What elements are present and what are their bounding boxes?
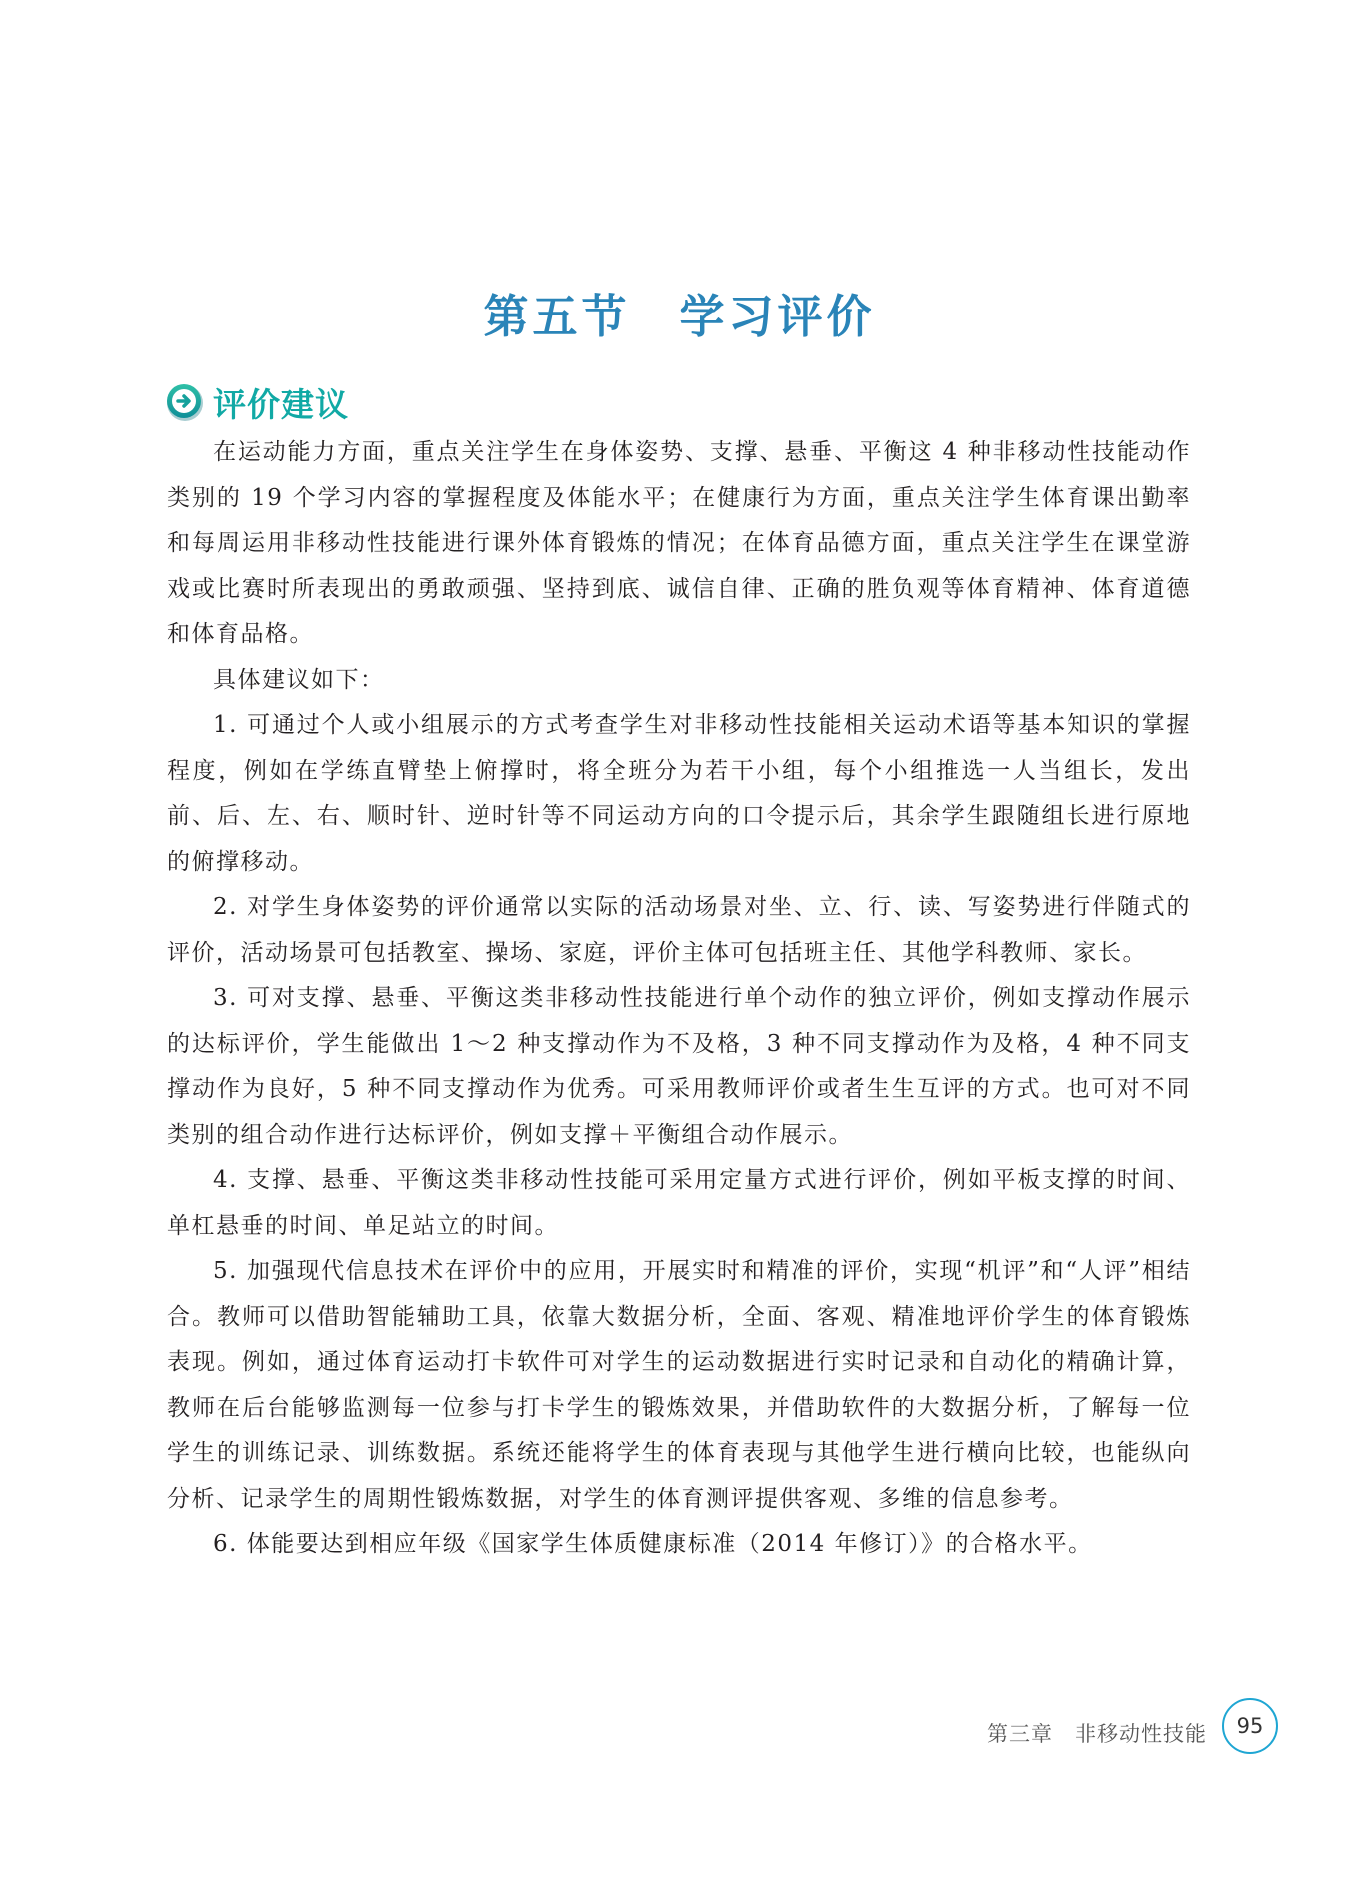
paragraph-lead: 具体建议如下： [213, 666, 385, 693]
paragraph-item-6: 6. 体能要达到相应年级《国家学生体质健康标准（2014 年修订）》的合格水平。 [213, 1531, 1093, 1557]
section-title: 第五节 学习评价 [483, 290, 876, 343]
subheading [165, 378, 349, 426]
paragraph-item-5: 5. 加强现代信息技术在评价中的应用，开展实时和精准的评价，实现“机评”和“人评”相结合。教师可以借助智能辅助工具，依靠大数据分析，全面、客观、精准地评价学生的体育锻炼表现。例如，通过体育运动打卡软件可对学生的运动数据进行实时记录和自动化的精确计算，教师在后台能够监测每一位参与打卡学生的锻炼效果，并借助软件的大数据分析，了解每一位学生的训练记录、训练数据。系统还能将学生的体育表现与其他学生进行横向比较，也能纵向分析、记录学生的周期性锻炼数据，对学生的体育测评提供客观、多维的信息参考。 [167, 1258, 1191, 1512]
body-text [167, 430, 1191, 1568]
paragraph-item-1: 1. 可通过个人或小组展示的方式考查学生对非移动性技能相关运动术语等基本知识的掌握程度，例如在学练直臂垫上俯撑时，将全班分为若干小组，每个小组推选一人当组长，发出前、后、左、右、顺时针、逆时针等不同运动方向的口令提示后，其余学生跟随组长进行原地的俯撑移动。 [167, 712, 1191, 875]
circled-arrow-right-icon [165, 382, 205, 422]
paragraph-item-3: 3. 可对支撑、悬垂、平衡这类非移动性技能进行单个动作的独立评价，例如支撑动作展示的达标评价，学生能做出 1～2 种支撑动作为不及格，3 种不同支撑动作为及格，4 种不同支撑动作为良好，5 种不同支撑动作为优秀。可采用教师评价或者生生互评的方式。也可对不同类别的组合动作进行达标评价，例如支撑＋平衡组合动作展示。 [167, 985, 1191, 1148]
footer-chapter: 第三章 非移动性技能 [987, 1722, 1207, 1746]
page-number: 95 [1222, 1698, 1278, 1754]
subheading-text: 评价建议 [213, 384, 349, 424]
paragraph-item-2: 2. 对学生身体姿势的评价通常以实际的活动场景对坐、立、行、读、写姿势进行伴随式的评价，活动场景可包括教室、操场、家庭，评价主体可包括班主任、其他学科教师、家长。 [167, 894, 1191, 966]
paragraph-intro: 在运动能力方面，重点关注学生在身体姿势、支撑、悬垂、平衡这 4 种非移动性技能动作类别的 19 个学习内容的掌握程度及体能水平；在健康行为方面，重点关注学生体育课出勤率和每周运用非移动性技能进行课外体育锻炼的情况；在体育品德方面，重点关注学生在课堂游戏或比赛时所表现出的勇敢顽强、坚持到底、诚信自律、正确的胜负观等体育精神、体育道德和体育品格。 [167, 439, 1191, 647]
paragraph-item-4: 4. 支撑、悬垂、平衡这类非移动性技能可采用定量方式进行评价，例如平板支撑的时间、单杠悬垂的时间、单足站立的时间。 [167, 1167, 1191, 1239]
